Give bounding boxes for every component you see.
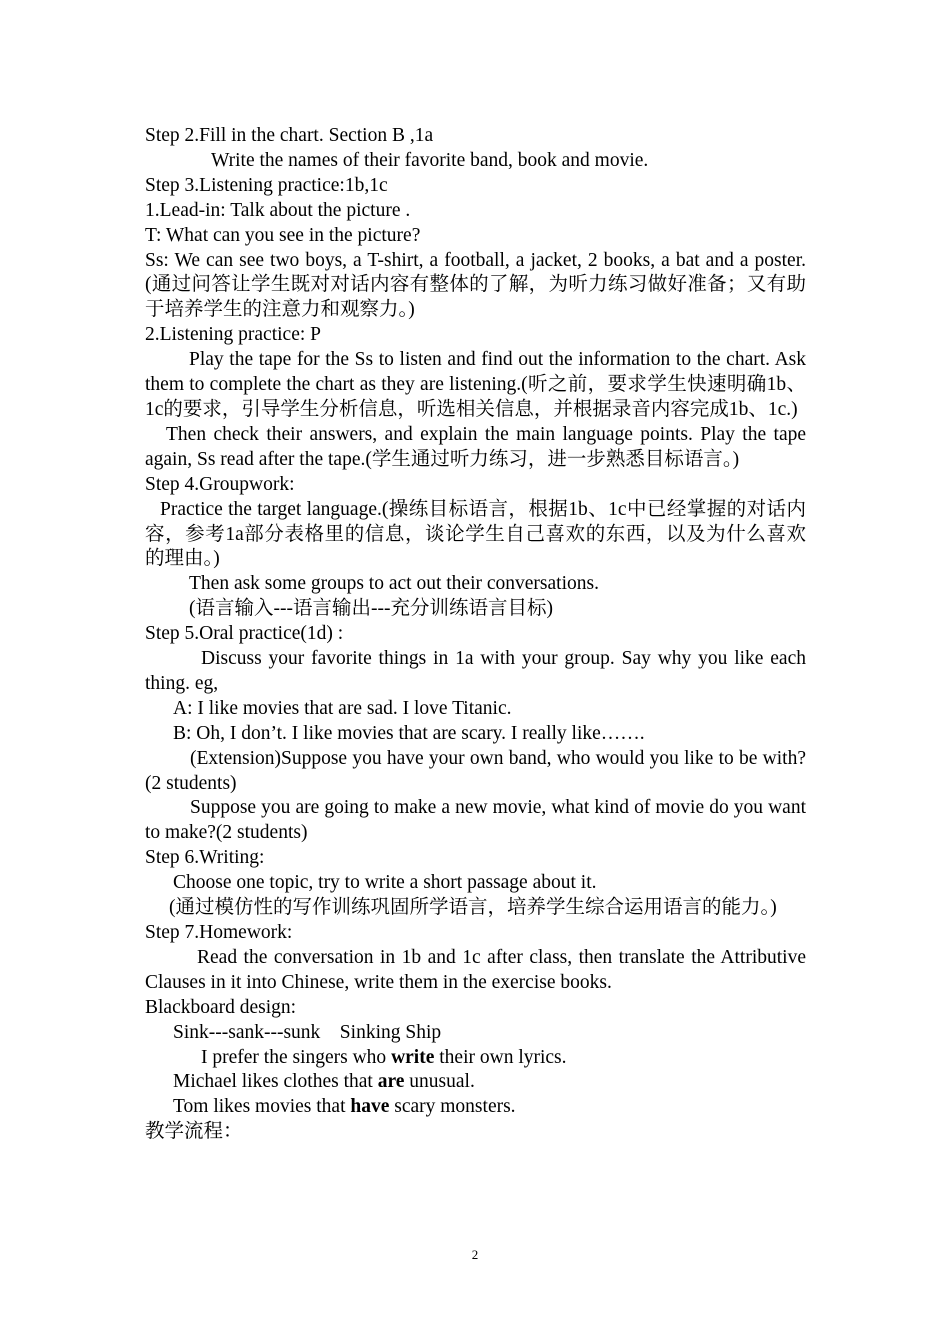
board-sentence-2-part-a: Michael likes clothes that	[173, 1071, 378, 1093]
homework-paragraph: Read the conversation in 1b and 1c after class, then translate the Attributive Clauses in it into Chinese, write them in the exercise books.	[145, 946, 806, 993]
sink-line: Sink---sank---sunk Sinking Ship	[173, 1021, 442, 1043]
board-sentence-1	[145, 1046, 806, 1071]
board-sentence-1-part-a: I prefer the singers who	[201, 1046, 392, 1068]
dialogue-a-line: A: I like movies that are sad. I love Titanic.	[173, 697, 512, 719]
step6-heading: Step 6.Writing:	[145, 847, 265, 869]
play-tape-paragraph: Play the tape for the Ss to listen and find out the information to the chart. Ask them to complete the chart as they are listening.(听之前，要求学生快速明确1b、1c的要求，引导学生分析信息，听选相关信息，并根据录音内容完成1b、1c.)	[145, 349, 806, 420]
board-sentence-2-bold: are	[377, 1071, 405, 1093]
listening-practice-heading: 2.Listening practice: P	[145, 324, 321, 346]
step2-instruction: Write the names of their favorite band, book and movie.	[211, 149, 649, 171]
language-io-line: (语言输入---语言输出---充分训练语言目标)	[189, 598, 553, 620]
discuss-paragraph: Discuss your favorite things in 1a with your group. Say why you like each thing. eg,	[145, 648, 806, 694]
step2-heading: Step 2.Fill in the chart. Section B ,1a	[145, 125, 434, 146]
page-number: 2	[471, 1247, 479, 1262]
teacher-question: T: What can you see in the picture?	[145, 224, 421, 246]
document-body	[145, 124, 806, 1145]
check-answers-paragraph: Then check their answers, and explain the main language points. Play the tape again, Ss read after the tape.(学生通过听力练习，进一步熟悉目标语言。)	[145, 423, 806, 470]
board-sentence-3-part-a: Tom likes movies that	[173, 1096, 351, 1118]
teaching-flow-heading: 教学流程：	[145, 1121, 243, 1143]
step4-heading: Step 4.Groupwork:	[145, 473, 295, 495]
extension-paragraph: (Extension)Suppose you have your own band, who would you like to be with?(2 students)	[145, 747, 806, 794]
choose-topic-line: Choose one topic, try to write a short passage about it.	[173, 872, 597, 894]
practice-target-paragraph: Practice the target language.(操练目标语言，根据1b、1c中已经掌握的对话内容，参考1a部分表格里的信息，谈论学生自己喜欢的东西，以及为什么喜欢的理由。)	[145, 498, 806, 570]
board-sentence-3-part-c: scary monsters.	[389, 1096, 516, 1118]
blackboard-heading: Blackboard design:	[145, 996, 297, 1018]
lead-in-line: 1.Lead-in: Talk about the picture .	[145, 199, 411, 221]
step7-heading: Step 7.Homework:	[145, 922, 293, 943]
dialogue-b-line: B: Oh, I don’t. I like movies that are scary. I really like…….	[173, 722, 645, 744]
act-out-line: Then ask some groups to act out their conversations.	[189, 573, 599, 595]
students-answer-paragraph: Ss: We can see two boys, a T-shirt, a football, a jacket, 2 books, a bat and a poster.(通过问答让学生既对对话内容有整体的了解，为听力练习做好准备；又有助于培养学生的注意力和观察力。)	[145, 249, 806, 321]
step5-heading: Step 5.Oral practice(1d) :	[145, 623, 344, 645]
board-sentence-3-bold: have	[350, 1096, 390, 1118]
board-sentence-2-part-c: unusual.	[404, 1071, 475, 1093]
board-sentence-1-part-c: their own lyrics.	[434, 1046, 567, 1068]
board-sentence-1-bold: write	[391, 1046, 435, 1068]
writing-note-paragraph: (通过模仿性的写作训练巩固所学语言，培养学生综合运用语言的能力。)	[169, 897, 777, 919]
board-sentence-3	[145, 1095, 806, 1120]
board-sentence-2	[145, 1070, 806, 1095]
step3-heading: Step 3.Listening practice:1b,1c	[145, 174, 388, 196]
new-movie-paragraph: Suppose you are going to make a new movie, what kind of movie do you want to make?(2 students)	[145, 797, 806, 844]
